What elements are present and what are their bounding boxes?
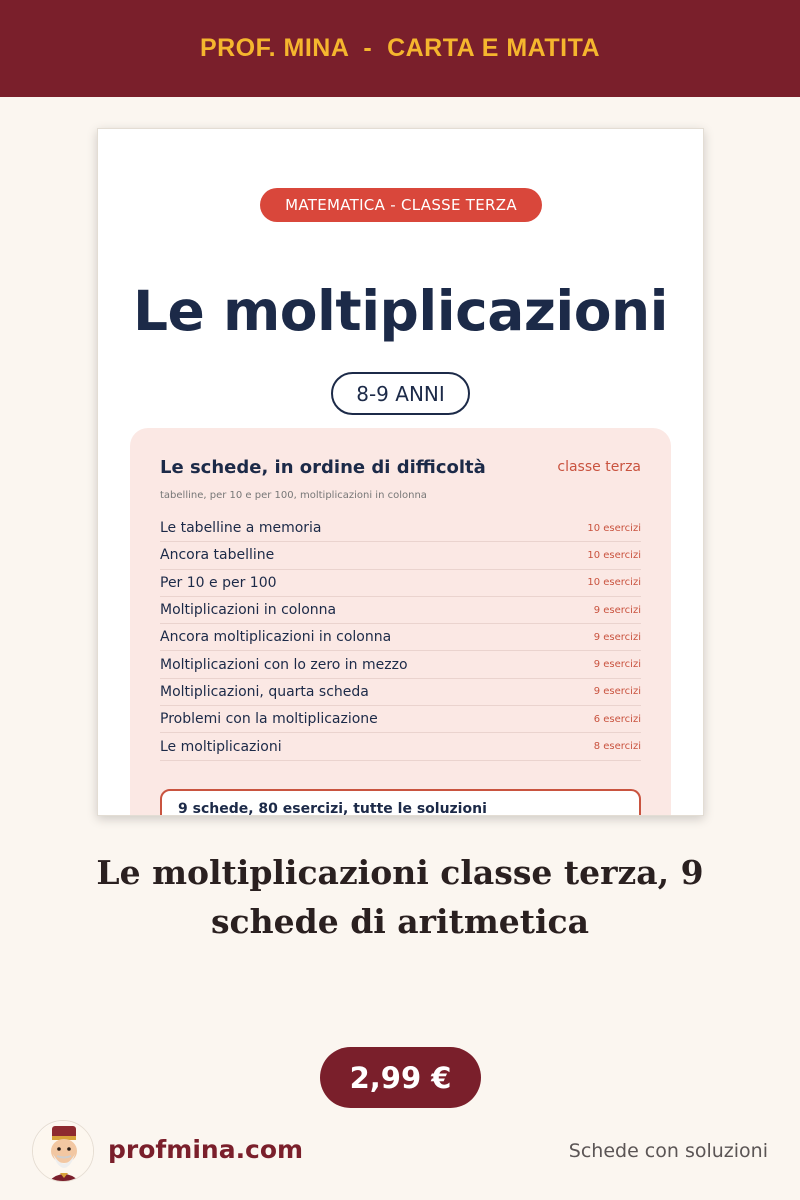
class-tag: classe terza [557, 459, 641, 475]
worksheet-title: Le moltiplicazioni [132, 279, 669, 343]
sheet-row [160, 542, 641, 569]
sheet-row [160, 651, 641, 678]
exercise-count: 9 esercizi [593, 631, 641, 643]
sheet-name: Moltiplicazioni, quarta scheda [160, 683, 369, 700]
panel-title: Le schede, in ordine di difficoltà [160, 457, 486, 478]
subject-badge: MATEMATICA - CLASSE TERZA [260, 188, 542, 222]
sheet-name: Per 10 e per 100 [160, 574, 277, 591]
sheet-name: Moltiplicazioni con lo zero in mezzo [160, 656, 408, 673]
exercise-count: 10 esercizi [587, 549, 641, 561]
exercise-count: 8 esercizi [593, 741, 641, 753]
sheet-name: Le tabelline a memoria [160, 520, 322, 537]
sheet-row [160, 624, 641, 651]
product-preview-card[interactable] [97, 128, 704, 816]
footer-tagline: Schede con soluzioni [568, 1140, 768, 1162]
sheet-list [160, 515, 641, 761]
sheet-row [160, 570, 641, 597]
exercise-count: 9 esercizi [593, 659, 641, 671]
product-headline: Le moltiplicazioni classe terza, 9 schede di aritmetica [96, 853, 704, 941]
summary-text: 9 schede, 80 esercizi, tutte le soluzioni [178, 801, 487, 816]
sheet-row [160, 679, 641, 706]
brand-title: PROF. MINA - CARTA E MATITA [199, 34, 601, 62]
exercise-count: 10 esercizi [587, 522, 641, 534]
exercise-count: 9 esercizi [593, 604, 641, 616]
panel-subtitle: tabelline, per 10 e per 100, moltiplicazioni in colonna [160, 490, 427, 501]
exercise-count: 10 esercizi [587, 577, 641, 589]
top-banner [0, 0, 800, 97]
sheet-name: Moltiplicazioni in colonna [160, 602, 337, 619]
price-button[interactable]: 2,99 € [320, 1047, 481, 1108]
exercise-count: 9 esercizi [593, 686, 641, 698]
sheet-name: Le moltiplicazioni [160, 738, 282, 755]
exercise-count: 6 esercizi [593, 713, 641, 725]
sheet-row [160, 515, 641, 542]
sheet-row [160, 733, 641, 760]
sheet-row [160, 706, 641, 733]
sheets-panel [130, 428, 671, 816]
sheet-name: Problemi con la moltiplicazione [160, 711, 378, 728]
sheet-row [160, 597, 641, 624]
sheet-name: Ancora moltiplicazioni in colonna [160, 629, 392, 646]
summary-box [160, 789, 641, 816]
age-badge: 8-9 ANNI [331, 372, 470, 415]
site-link[interactable]: profmina.com [108, 1135, 304, 1164]
author-avatar-icon [32, 1120, 94, 1182]
sheet-name: Ancora tabelline [160, 547, 275, 564]
